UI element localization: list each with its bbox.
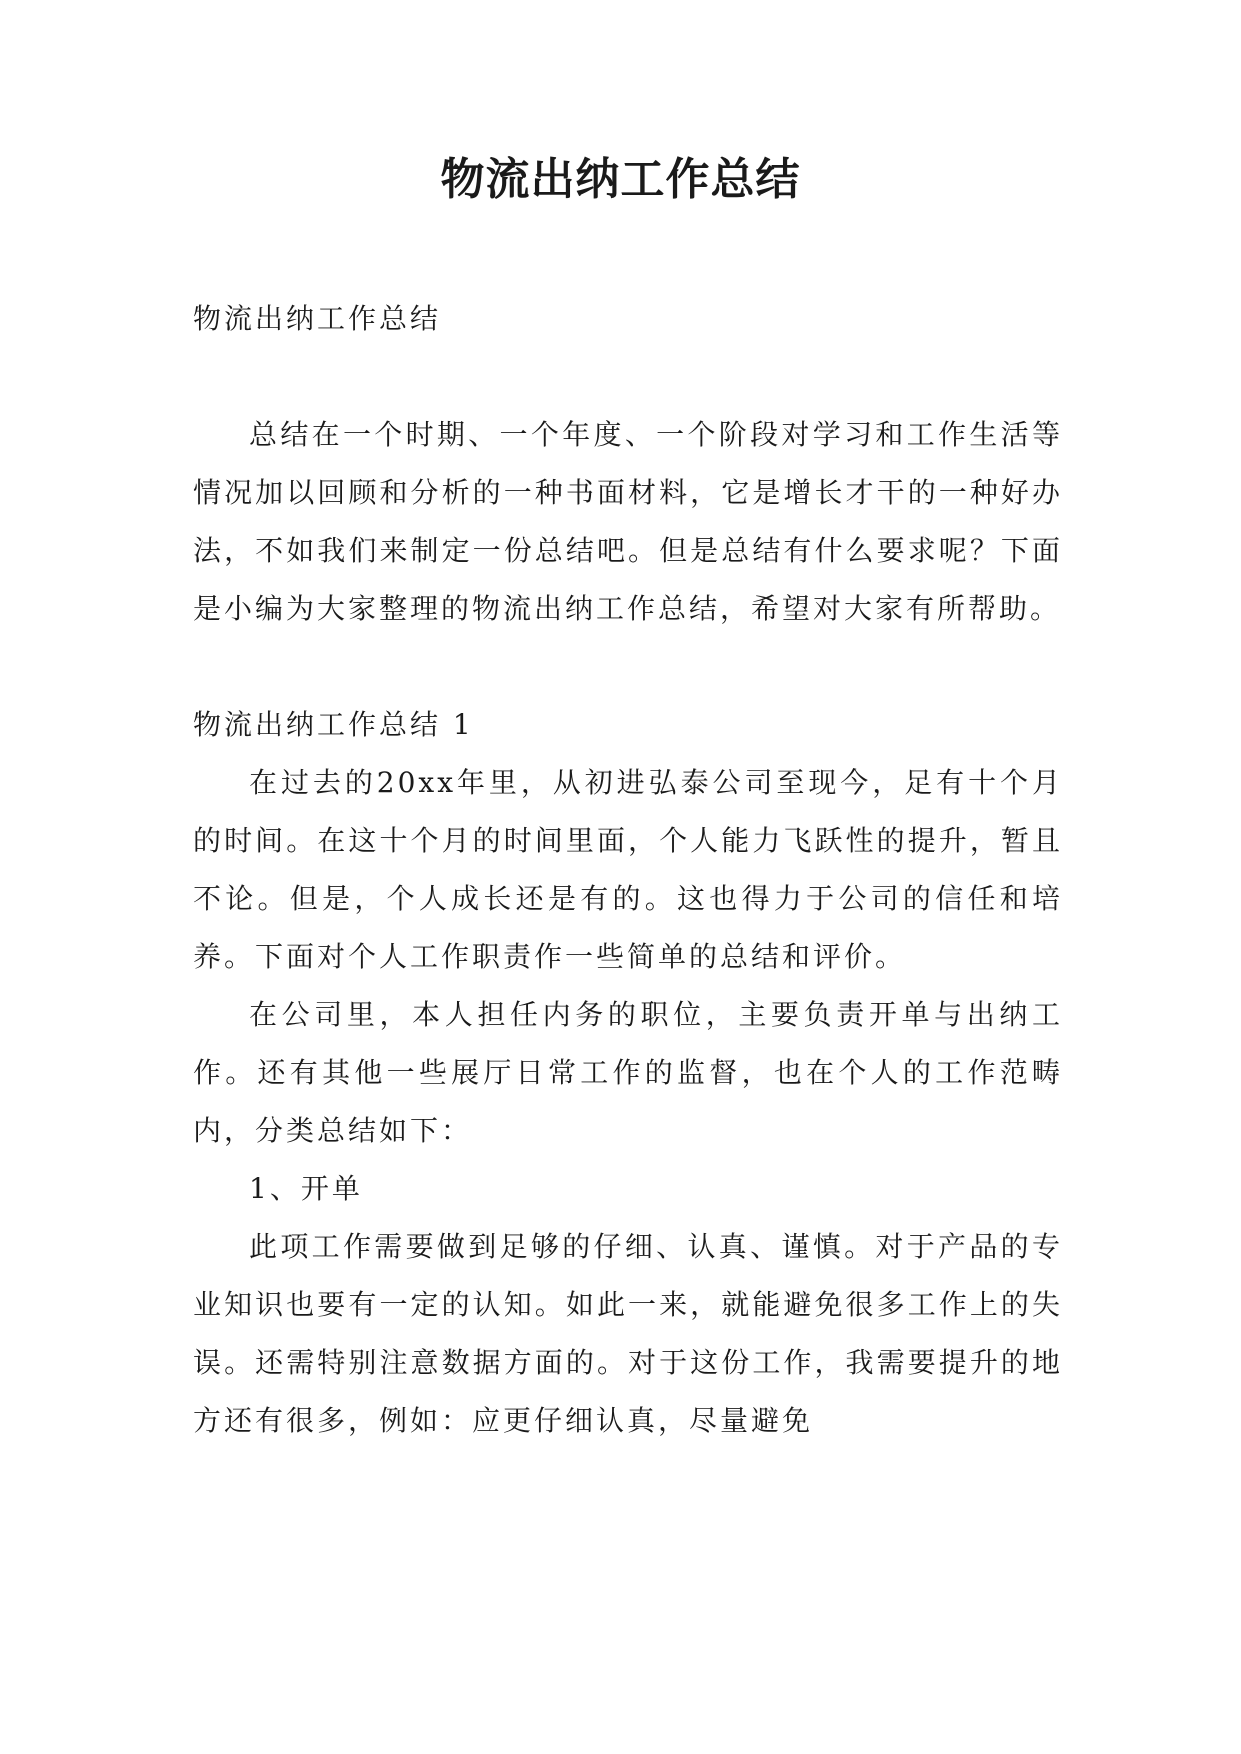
intro-paragraph: 总结在一个时期、一个年度、一个阶段对学习和工作生活等情况加以回顾和分析的一种书面材料，它是增长才干的一种好办法，不如我们来制定一份总结吧。但是总结有什么要求呢？下面是小编为大家整理的物流出纳工作总结，希望对大家有所帮助。 — [193, 418, 1063, 625]
body-paragraph: 此项工作需要做到足够的仔细、认真、谨慎。对于产品的专业知识也要有一定的认知。如此一来，就能避免很多工作上的失误。还需特别注意数据方面的。对于这份工作，我需要提升的地方还有很多，例如：应更仔细认真，尽量避免 — [193, 1230, 1063, 1437]
document-subtitle: 物流出纳工作总结 — [193, 302, 442, 335]
spacer — [193, 348, 1063, 406]
body-paragraph: 在公司里，本人担任内务的职位，主要负责开单与出纳工作。还有其他一些展厅日常工作的监督，也在个人的工作范畴内，分类总结如下： — [193, 998, 1063, 1147]
document-body — [193, 290, 1063, 1450]
spacer — [193, 638, 1063, 696]
list-heading: 1、开单 — [249, 1172, 363, 1205]
section-heading: 物流出纳工作总结 1 — [193, 708, 474, 741]
document-title: 物流出纳工作总结 — [440, 154, 801, 205]
body-paragraph: 在过去的20xx年里，从初进弘泰公司至现今，足有十个月的时间。在这十个月的时间里面，个人能力飞跃性的提升，暂且不论。但是，个人成长还是有的。这也得力于公司的信任和培养。下面对个人工作职责作一些简单的总结和评价。 — [193, 766, 1063, 973]
